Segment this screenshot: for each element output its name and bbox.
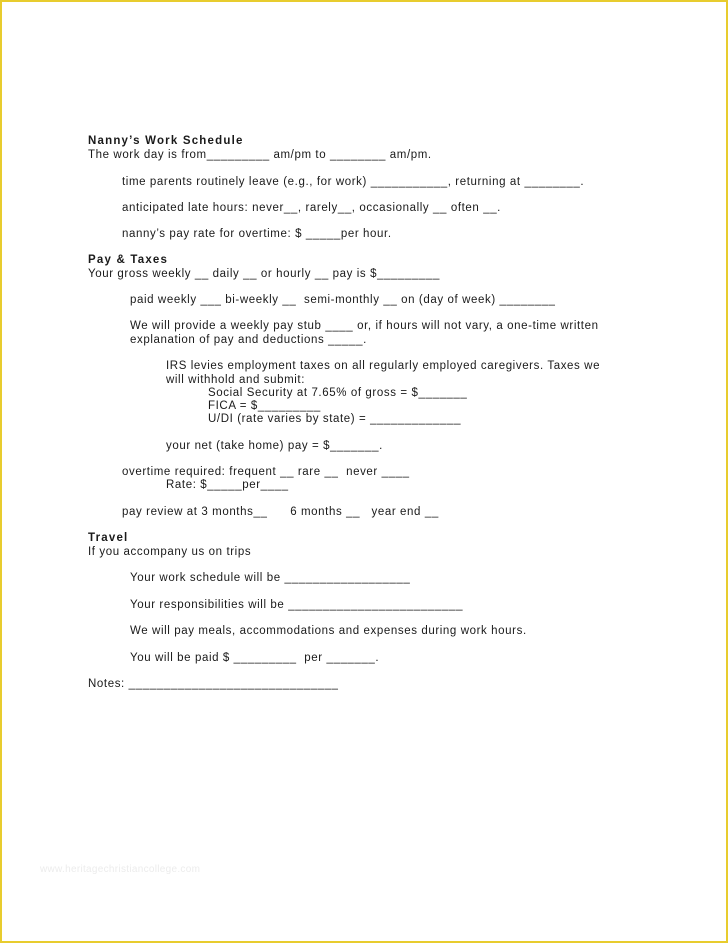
pay-frequency-line: paid weekly ___ bi-weekly __ semi-monthly __ on (day of week) ________ [130, 294, 556, 306]
pay-heading: Pay & Taxes [88, 254, 169, 266]
pay-stub-line-2: explanation of pay and deductions _____. [130, 334, 367, 346]
travel-meals-line: We will pay meals, accommodations and expenses during work hours. [130, 625, 527, 637]
net-pay-line: your net (take home) pay = $_______. [166, 440, 383, 452]
parents-leave-line: time parents routinely leave (e.g., for work) ___________, returning at ________. [122, 176, 585, 188]
pay-stub-line-1: We will provide a weekly pay stub ____ or, if hours will not vary, a one-time written [130, 320, 599, 332]
overtime-required-line: overtime required: frequent __ rare __ never ____ [122, 466, 410, 478]
watermark-text: www.heritagechristiancollege.com [40, 864, 201, 875]
notes-line: Notes: ______________________________ [88, 678, 339, 690]
travel-responsibilities-line: Your responsibilities will be _________________________ [130, 599, 464, 611]
workday-line: The work day is from_________ am/pm to ________ am/pm. [88, 149, 432, 161]
pay-review-line: pay review at 3 months__ 6 months __ year end __ [122, 506, 439, 518]
gross-pay-line: Your gross weekly __ daily __ or hourly __ pay is $_________ [88, 268, 441, 280]
fica-line: FICA = $_________ [208, 400, 321, 412]
schedule-heading: Nanny’s Work Schedule [88, 135, 244, 147]
irs-line-2: will withhold and submit: [166, 374, 306, 386]
social-security-line: Social Security at 7.65% of gross = $_______ [208, 387, 468, 399]
udi-line: U/DI (rate varies by state) = _____________ [208, 413, 462, 425]
irs-line-1: IRS levies employment taxes on all regularly employed caregivers. Taxes we [166, 360, 601, 372]
travel-paid-line: You will be paid $ _________ per _______. [130, 652, 380, 664]
travel-intro-line: If you accompany us on trips [88, 546, 252, 558]
travel-schedule-line: Your work schedule will be __________________ [130, 572, 411, 584]
overtime-pay-rate-line: Rate: $_____per____ [166, 479, 289, 491]
overtime-rate-line: nanny’s pay rate for overtime: $ _____per hour. [122, 228, 392, 240]
travel-heading: Travel [88, 532, 129, 544]
late-hours-line: anticipated late hours: never__, rarely__, occasionally __ often __. [122, 202, 501, 214]
